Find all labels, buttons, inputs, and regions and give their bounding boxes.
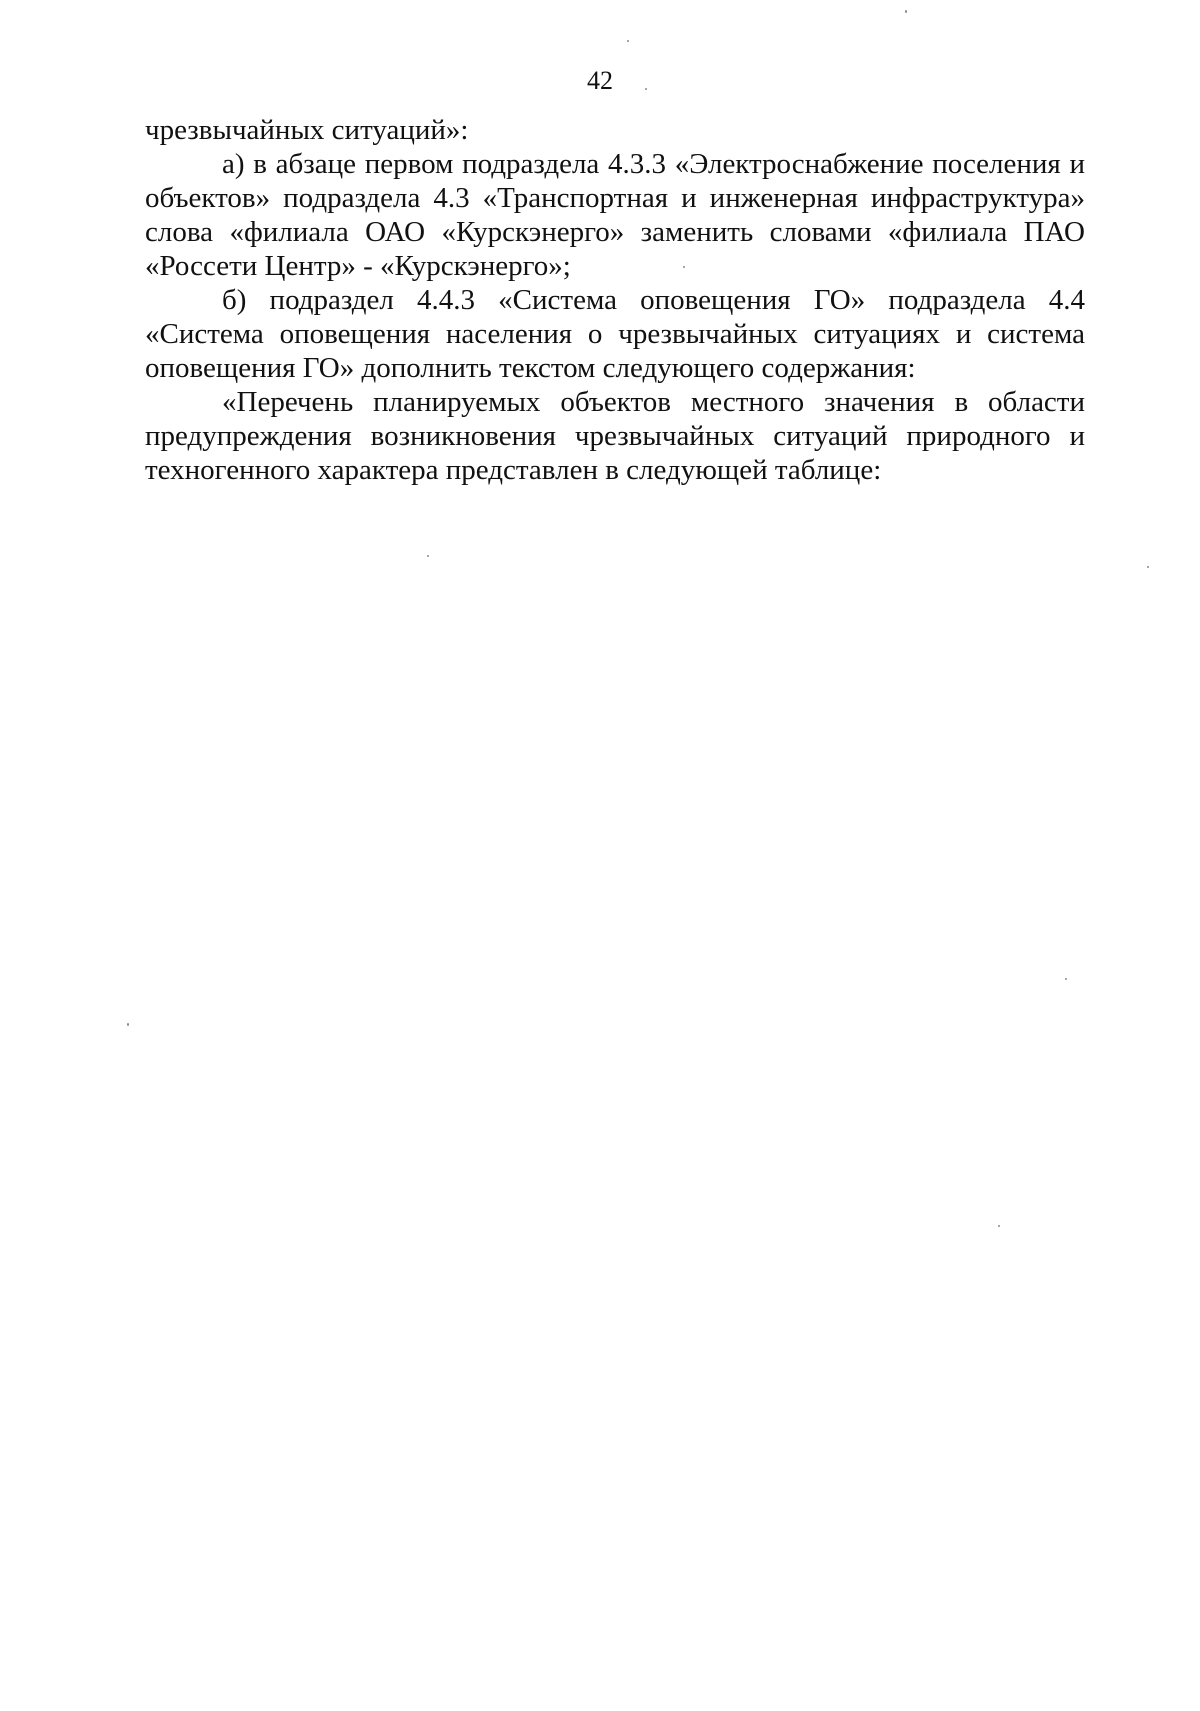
scan-speck xyxy=(905,10,907,13)
paragraph-item-a: а) в абзаце первом подраздела 4.3.3 «Электроснабжение поселения и объектов» подраздела 4.3 «Транспортная и инженерная инфраструктура» слова «филиала ОАО «Курскэнерго» заменить словами «филиала ПАО «Россети Центр» - «Курскэнерго»; xyxy=(145,148,1085,282)
scan-speck xyxy=(1147,566,1149,568)
document-body xyxy=(145,113,1085,487)
scan-speck xyxy=(127,1023,129,1026)
scan-speck xyxy=(645,88,647,90)
scan-speck xyxy=(998,1225,1000,1227)
paragraph-objects-list-intro: «Перечень планируемых объектов местного значения в области предупреждения возникновения чрезвычайных ситуаций природного и техногенного характера представлен в следующей таблице: xyxy=(145,386,1085,486)
paragraph-continuation: чрезвычайных ситуаций»: xyxy=(145,114,469,146)
scan-speck xyxy=(627,40,629,42)
paragraph-item-b: б) подраздел 4.4.3 «Система оповещения ГО» подраздела 4.4 «Система оповещения населения о чрезвычайных ситуациях и система оповещения ГО» дополнить текстом следующего содержания: xyxy=(145,284,1085,384)
page-number: 42 xyxy=(587,66,613,95)
scan-speck xyxy=(683,266,685,268)
scan-speck xyxy=(427,555,429,557)
scan-speck xyxy=(1065,978,1067,980)
